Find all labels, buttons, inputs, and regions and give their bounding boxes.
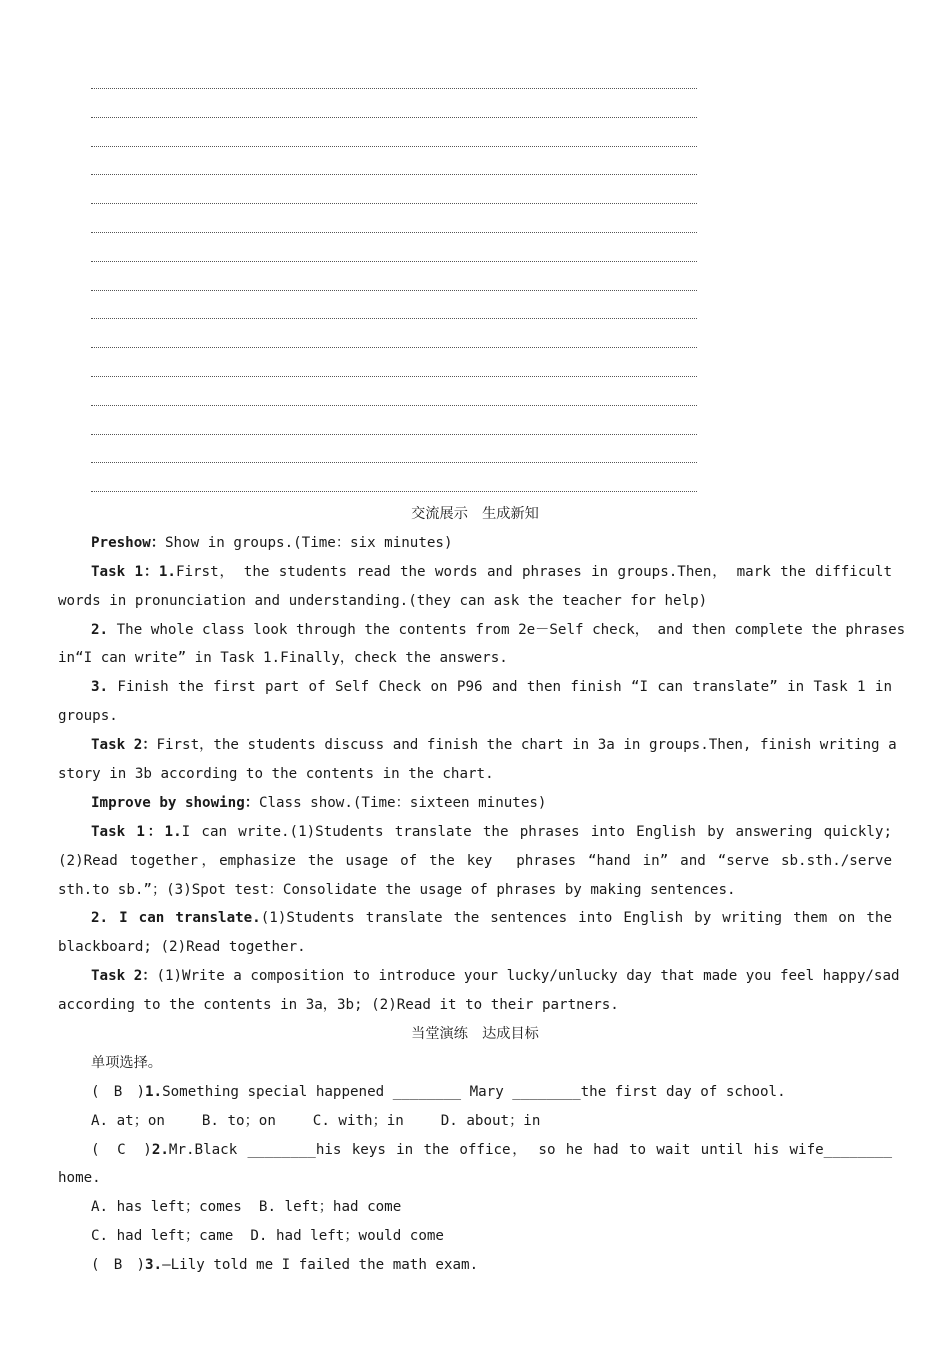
q2-options-row1: A. has left；comes B. left；had come [91,1199,402,1216]
item2-number: 2. [91,621,109,638]
improve-task2-label: Task 2： [91,968,157,985]
task1-label: Task 1：1. [91,563,176,580]
q3-number: 3. [145,1257,163,1274]
improve-line [58,789,892,818]
task2-line-cont: story in 3b according to the contents in the chart. [58,766,494,783]
writing-line [91,347,697,348]
preshow-line [58,529,892,558]
task1-line-cont: words in pronunciation and understanding.(they can ask the teacher for help) [58,592,708,609]
item3-number: 3. [91,679,109,696]
item2-line [58,616,906,645]
task1-text: First， the students read the words and phrases in groups.Then， mark the difficult [175,563,892,580]
section-heading-exchange: 交流展示 生成新知 [411,506,539,522]
q2-number: 2. [151,1141,169,1158]
improve-item2-label: 2. I can translate. [91,910,261,927]
q1-answer: ( B ) [91,1083,145,1100]
improve-task1-line [58,818,892,847]
writing-line [91,88,697,89]
preshow-label: Preshow： [91,534,165,551]
q1-stem: Something special happened ________ Mary ________the first day of school. [162,1083,786,1100]
item2-line-cont: in“I can write” in Task 1.Finally，check the answers. [58,650,508,667]
task1-line [58,558,892,587]
writing-lines [91,88,697,520]
writing-line [91,117,697,118]
writing-line [91,318,697,319]
improve-task1-label: Task 1：1. [91,823,182,840]
question-1 [58,1078,892,1107]
q2-stem: Mr.Black ________his keys in the office， so he had to wait until his wife________ [168,1141,893,1158]
q2-stem-cont: home. [58,1170,101,1187]
writing-line [91,290,697,291]
task2-text: First，the students discuss and finish the chart in 3a in groups.Then, finish writing a [156,737,897,754]
improve-task2-line [58,962,900,991]
exercise-title: 单项选择。 [91,1054,162,1071]
item3-text: Finish the first part of Self Check on P96 and then finish “I can translate” in Task 1 in [108,679,892,696]
improve-item2-line [58,904,892,933]
lesson-content [58,500,906,1280]
section-heading-practice: 当堂演练 达成目标 [411,1026,539,1043]
improve-task1-line-cont2: sth.to sb.”；(3)Spot test：Consolidate the usage of phrases by making sentences. [58,881,736,898]
writing-line [91,232,697,233]
writing-line [91,146,697,147]
writing-line [91,405,697,406]
q1-number: 1. [145,1083,163,1100]
writing-line [91,376,697,377]
improve-task2-line-cont: according to the contents in 3a，3b; (2)Read it to their partners. [58,997,619,1014]
writing-line [91,462,697,463]
improve-task1-line-cont: (2)Read together，emphasize the usage of the key phrases “hand in” and “serve sb.sth./serve [58,852,892,869]
item3-line [58,673,892,702]
task2-label: Task 2： [91,737,157,754]
q1-options: A. at；on B. to；on C. with；in D. about；in [91,1112,541,1129]
q3-stem: —Lily told me I failed the math exam. [162,1257,479,1274]
item2-text: The whole class look through the contents from 2e－Self check， and then complete the phrases [108,621,906,638]
writing-line [91,261,697,262]
task2-line [58,731,897,760]
improve-item2-line-cont: blackboard; (2)Read together. [58,939,306,956]
q2-answer: ( C ) [91,1141,152,1158]
improve-item2-text: (1)Students translate the sentences into English by writing them on the [260,910,892,927]
preshow-text: Show in groups.(Time：six minutes) [164,534,453,551]
improve-text: Class show.(Time：sixteen minutes) [258,794,547,811]
q2-options-row2: C. had left；came D. had left；would come [91,1228,444,1245]
improve-label: Improve by showing： [91,794,259,811]
writing-line [91,174,697,175]
improve-task1-text: I can write.(1)Students translate the phrases into English by answering quickly; [181,823,892,840]
writing-line [91,434,697,435]
item3-line-cont: groups. [58,708,118,725]
improve-task2-text: (1)Write a composition to introduce your lucky/unlucky day that made you feel happy/sad [156,968,900,985]
writing-line [91,491,697,492]
question-2 [58,1136,892,1165]
writing-line [91,203,697,204]
question-3 [58,1251,892,1280]
q3-answer: ( B ) [91,1257,145,1274]
